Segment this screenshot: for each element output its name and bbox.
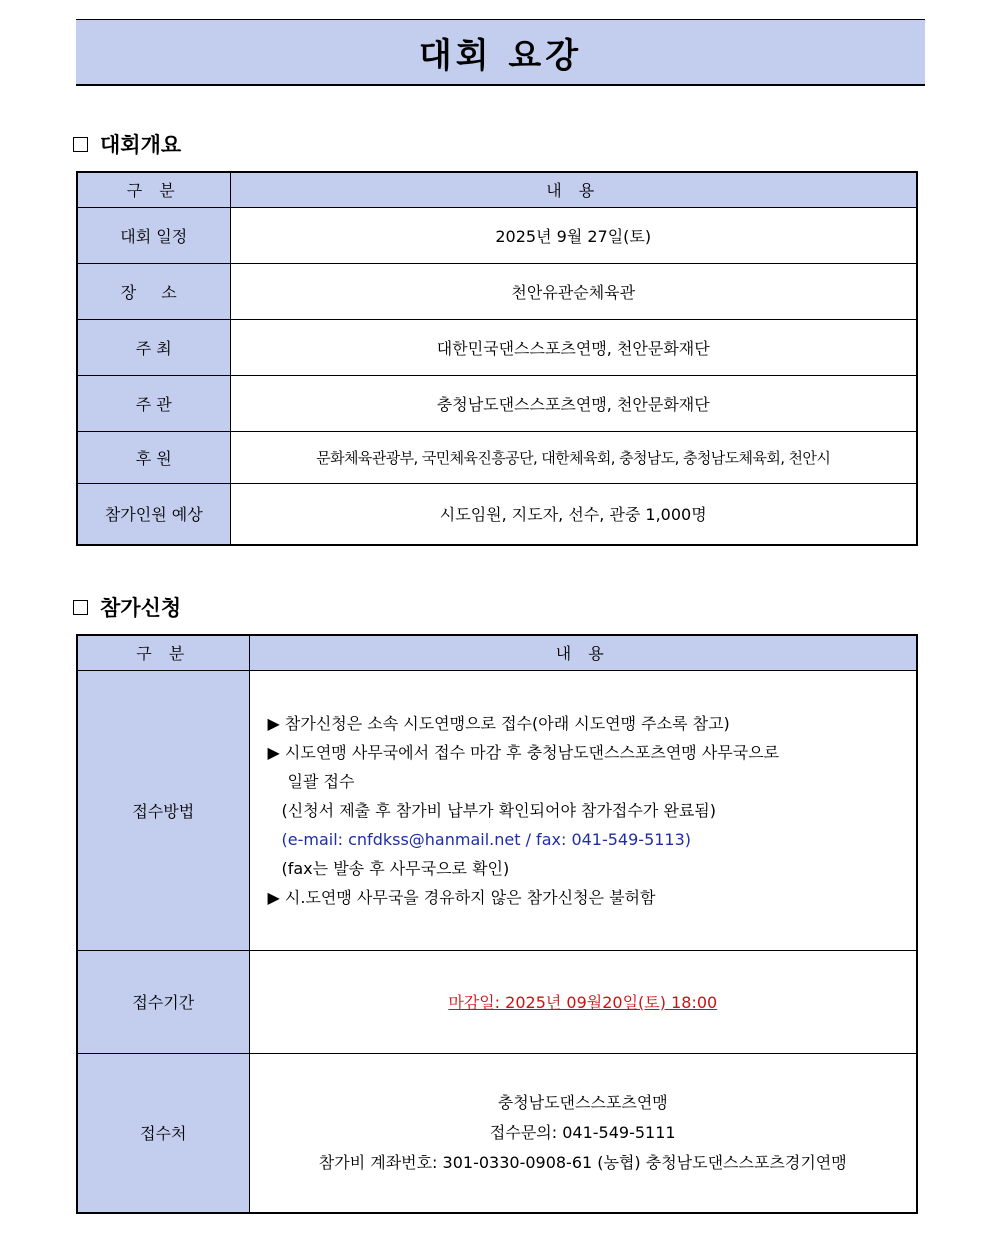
table-row [77, 207, 917, 263]
row-value: 시도임원, 지도자, 선수, 관중 1,000명 [230, 483, 917, 545]
checkbox-square-icon [73, 600, 88, 615]
row-label: 접수기간 [77, 950, 249, 1053]
row-value: 문화체육관광부, 국민체육진흥공단, 대한체육회, 충청남도, 충청남도체육회, 천안시 [230, 431, 917, 483]
row-value: 대한민국댄스스포츠연맹, 천안문화재단 [230, 319, 917, 375]
bullet-arrow-icon: ▶ [267, 887, 280, 907]
method-line: ▶ 참가신청은 소속 시도연맹으로 접수(아래 시도연맹 주소록 참고) [267, 713, 730, 733]
table-row [77, 483, 917, 545]
row-label: 대회 일정 [77, 207, 230, 263]
overview-table [76, 171, 918, 546]
section-heading-label: 대회개요 [100, 133, 182, 157]
row-label: 접수처 [77, 1053, 249, 1213]
table-row [77, 263, 917, 319]
table-header-row [77, 635, 917, 670]
section-heading-label: 참가신청 [100, 596, 182, 620]
receiver-line: 참가비 계좌번호: 301-0330-0908-61 (농협) 충청남도댄스스포츠경기연맹 [318, 1152, 847, 1172]
row-value: 천안유관순체육관 [230, 263, 917, 319]
row-label: 주 관 [77, 375, 230, 431]
header-category: 구 분 [77, 635, 249, 670]
row-value: 충청남도댄스스포츠연맹, 천안문화재단 [230, 375, 917, 431]
checkbox-square-icon [73, 137, 88, 152]
receiver-content [249, 1053, 917, 1213]
header-content: 내 용 [249, 635, 917, 670]
contact-line: (e-mail: cnfdkss@hanmail.net / fax: 041-549-5113) [281, 829, 692, 849]
row-value: 2025년 9월 27일(토) [230, 207, 917, 263]
receiver-line: 접수문의: 041-549-5111 [489, 1122, 676, 1142]
method-line: ▶ 시.도연맹 사무국을 경유하지 않은 참가신청은 불허함 [267, 887, 656, 907]
table-row-method [77, 670, 917, 950]
row-label: 접수방법 [77, 670, 249, 950]
method-line: (fax는 발송 후 사무국으로 확인) [281, 858, 510, 878]
table-row-period [77, 950, 917, 1053]
method-line: 일괄 접수 [287, 771, 355, 791]
page-title: 대회 요강 [76, 19, 925, 86]
header-content: 내 용 [230, 172, 917, 207]
method-line: ▶ 시도연맹 사무국에서 접수 마감 후 충청남도댄스스포츠연맹 사무국으로 [267, 742, 780, 762]
table-row-receiver [77, 1053, 917, 1213]
row-label: 후 원 [77, 431, 230, 483]
table-row [77, 319, 917, 375]
row-label: 참가인원 예상 [77, 483, 230, 545]
method-line: (신청서 제출 후 참가비 납부가 확인되어야 참가접수가 완료됨) [281, 800, 716, 820]
row-label: 장 소 [77, 263, 230, 319]
method-content [249, 670, 917, 950]
header-category: 구 분 [77, 172, 230, 207]
table-row [77, 375, 917, 431]
receiver-line: 충청남도댄스스포츠연맹 [497, 1092, 668, 1112]
bullet-arrow-icon: ▶ [267, 713, 280, 733]
row-label: 주 최 [77, 319, 230, 375]
section-heading-overview [73, 129, 181, 159]
row-value [249, 950, 917, 1053]
section-heading-application [73, 592, 181, 622]
table-header-row [77, 172, 917, 207]
application-table [76, 634, 918, 1214]
deadline-text: 마감일: 2025년 09월20일(토) 18:00 [448, 993, 718, 1012]
table-row [77, 431, 917, 483]
bullet-arrow-icon: ▶ [267, 742, 280, 762]
